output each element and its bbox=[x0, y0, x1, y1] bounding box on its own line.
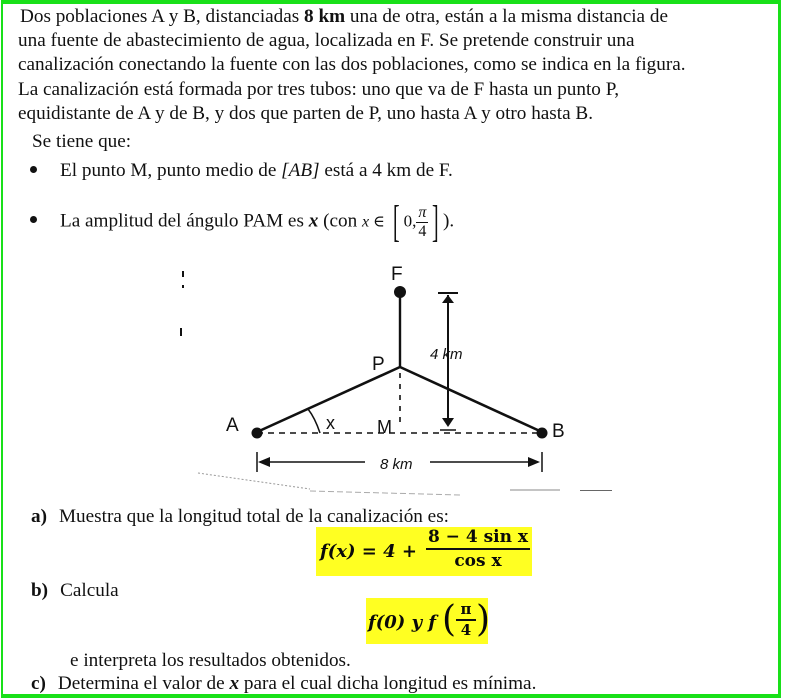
question-text: Calcula bbox=[60, 580, 119, 601]
bullet-text: (con bbox=[318, 210, 362, 232]
question-text: Determina el valor de bbox=[57, 673, 230, 694]
fraction-denominator: 4 bbox=[418, 222, 427, 240]
scan-artifact bbox=[580, 490, 612, 491]
label-8km: 8 km bbox=[380, 456, 413, 473]
right-bracket: ] bbox=[432, 197, 440, 246]
arrow-left-icon bbox=[258, 457, 270, 467]
stray-mark bbox=[182, 271, 184, 277]
question-b-interpret: e interpreta los resultados obtenidos. bbox=[70, 650, 351, 671]
question-label: b) bbox=[31, 580, 49, 601]
arrow-up-icon bbox=[442, 295, 454, 303]
formula-fraction bbox=[426, 527, 530, 571]
point-A bbox=[252, 428, 263, 439]
bullet-dot-icon bbox=[30, 166, 37, 173]
question-text: Muestra que la longitud total de la canalización es: bbox=[58, 506, 449, 527]
label-4km: 4 km bbox=[430, 346, 463, 363]
label-B: B bbox=[552, 421, 565, 442]
intro-text: equidistante de A y de B, y dos que parten de P, uno hasta A y otro hasta B. bbox=[18, 102, 594, 124]
arrow-right-icon bbox=[528, 457, 540, 467]
bullet-text: El punto M, punto medio de bbox=[60, 160, 282, 181]
distance-bold: 8 km bbox=[304, 6, 346, 27]
formula-values: f(0) y f bbox=[368, 612, 437, 633]
bullet-midpoint bbox=[30, 160, 453, 182]
interval-start: 0, bbox=[403, 211, 417, 231]
question-b bbox=[31, 580, 119, 602]
fraction-denominator: 4 bbox=[460, 621, 472, 639]
angle-variable: x bbox=[308, 210, 319, 232]
label-A: A bbox=[226, 415, 239, 436]
label-angle-x: x bbox=[326, 413, 335, 433]
label-P: P bbox=[372, 354, 385, 375]
paren-close: ) bbox=[476, 599, 491, 640]
intro-text: La canalización está formada por tres tubos: uno que va de F hasta un punto P, bbox=[18, 78, 620, 100]
bullet-angle bbox=[30, 197, 455, 246]
left-bracket: [ bbox=[392, 197, 400, 246]
interval-membership: x ∈ bbox=[362, 213, 389, 231]
stray-mark bbox=[182, 285, 184, 288]
formula-lhs: f(x) = 4 + bbox=[320, 541, 417, 562]
intro-text: una fuente de abastecimiento de agua, localizada en F. Se pretende construir una bbox=[18, 30, 635, 52]
formula-f-of-x bbox=[316, 527, 532, 576]
intro-text: Dos poblaciones A y B, distanciadas bbox=[20, 6, 305, 27]
pipe-PB bbox=[400, 367, 542, 432]
formula-denominator: cos x bbox=[454, 551, 502, 571]
conditions-heading: Se tiene que: bbox=[32, 131, 132, 152]
intro-text: canalización conectando la fuente con las dos poblaciones, como se indica en la figura. bbox=[18, 54, 686, 76]
stray-mark bbox=[180, 328, 182, 336]
fraction-numerator: π bbox=[418, 203, 427, 221]
segment-ab: [AB] bbox=[281, 160, 320, 181]
bullet-text: La amplitud del ángulo PAM es bbox=[60, 210, 309, 232]
point-B bbox=[537, 428, 548, 439]
angle-arc bbox=[308, 409, 320, 433]
intro-text: una de otra, están a la misma distancia de bbox=[345, 6, 668, 27]
arrow-down-icon bbox=[442, 418, 454, 427]
pipeline-diagram bbox=[160, 255, 565, 500]
bullet-text: está a 4 km de F. bbox=[319, 160, 453, 181]
fraction-numerator: π bbox=[456, 600, 476, 621]
scan-artifact bbox=[310, 491, 460, 495]
variable-x: x bbox=[229, 673, 240, 694]
question-a bbox=[31, 506, 449, 528]
pi-over-4-fraction bbox=[456, 600, 476, 640]
problem-statement bbox=[18, 5, 778, 126]
bullet-dot-icon bbox=[30, 216, 37, 223]
paren-open: ( bbox=[442, 599, 457, 640]
label-F: F bbox=[391, 264, 403, 285]
pi-over-4 bbox=[416, 204, 428, 241]
scan-artifact bbox=[198, 473, 310, 489]
question-label: c) bbox=[31, 673, 46, 694]
formula-evaluate bbox=[366, 598, 491, 644]
question-label: a) bbox=[31, 506, 47, 527]
question-text: para el cual dicha longitud es mínima. bbox=[239, 673, 537, 694]
formula-numerator: 8 − 4 sin x bbox=[426, 527, 530, 550]
question-c bbox=[31, 673, 536, 695]
label-M: M bbox=[377, 417, 392, 437]
bullet-text: ). bbox=[443, 210, 455, 232]
